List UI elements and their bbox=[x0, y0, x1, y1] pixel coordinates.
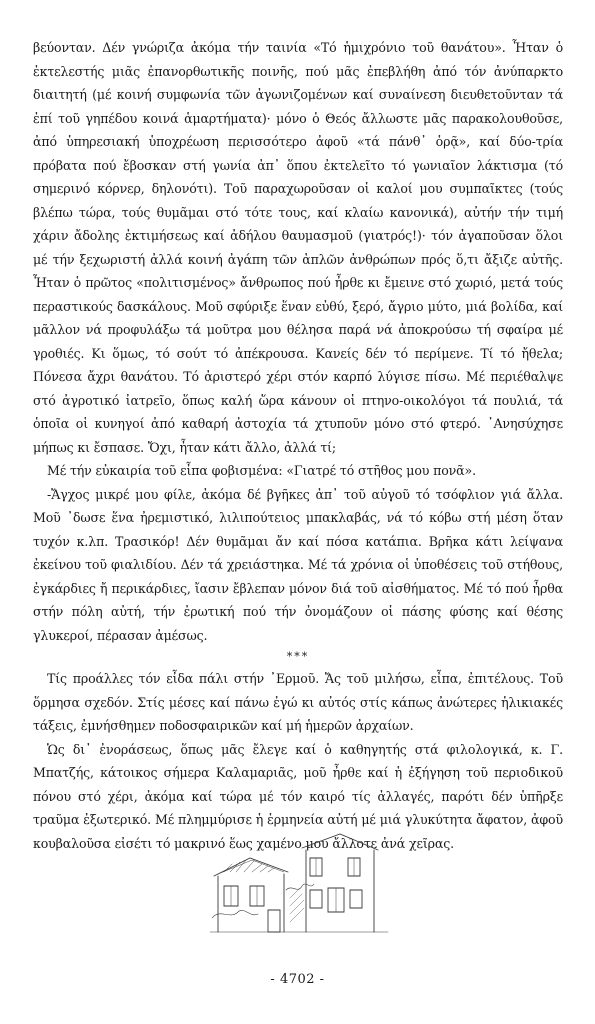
paragraph-2: Μέ τήν εὐκαιρία τοῦ εἶπα φοβισμένα: «Γιατρέ τό στῆθος μου πονᾶ». bbox=[47, 463, 476, 478]
house-sketch-illustration bbox=[210, 828, 390, 938]
paragraph-5: Ὡς δι᾿ ἐνοράσεως, ὅπως μᾶς ἔλεγε καί ὁ καθηγητής στά φιλολογικά, κ. Γ. Μπατζής, κάτοικος σήμερα Καλαμαριᾶς, μοῦ ἦρθε καί ἡ ἐξήγηση τοῦ περιοδικοῦ πόνου στό χέρι, ἀκόμα καί τώρα μέ τόν καιρό τίς ἀλλαγές, παρότι δέν ὑπῆρξε τραῦμα ἐξωτερικό. Μέ πλημμύρισε ἡ ἑρμηνεία αὐτή μέ μιά γλυκύτητα ἄφατον, ἀφοῦ κουβαλοῦσα εἰσέτι τό μακρινό ἕως χαμένο μου ἄλλοτε ἀνά χεῖρας. bbox=[33, 741, 563, 851]
page-number: - 4702 - bbox=[270, 972, 325, 987]
section-separator: *** bbox=[286, 650, 310, 663]
paragraph-4: Τίς προάλλες τόν εἶδα πάλι στήν ᾿Ερμοῦ. Ἄς τοῦ μιλήσω, εἶπα, ἐπιτέλους. Τοῦ ὅρμησα σχεδόν. Στίς μέσες καί πάνω ἐγώ κι αὐτός στίς κάπως ἀνώτερες ἡλικιακές τάξεις, ἐμνήσθημεν ποδοσφαιρικῶν καί μή ἡμερῶν ἀρχαίων. bbox=[33, 671, 563, 733]
paragraph-1: βεύονταν. Δέν γνώριζα ἀκόμα τήν ταινία «Τό ἡμιχρόνιο τοῦ θανάτου». Ἦταν ὁ ἐκτελεστής μιᾶς ἐπανορθωτικῆς ποινῆς, πού μᾶς ἐπεβλήθη ἀπό τόν ἀνύπαρκτο διαιτητή (μέ κοινή συμφωνία τῶν ἀγωνιζομένων καί συναίνεση διευθετοῦνταν τά ἐπί τοῦ γηπέδου κοινά ἁμαρτήματα)· μόνο ὁ Θεός ἄλλωστε μᾶς παρακολουθοῦσε, ἀπό ὑπηρεσιακή ὑποχρέωση περισσότερο ἀφοῦ «τά πάνθ᾿ ὁρᾷ», καί δύο-τρία πρόβατα πού ἔβοσκαν στή γωνία ἀπ᾿ ὅπου ἐκτελεῖτο τό γωνιαῖον λάκτισμα (τό σημερινό κόρνερ, δηλονότι). Τοῦ παραχωροῦσαν οἱ καλοί μου συμπαῖκτες (τούς βλέπω τώρα, τούς θυμᾶμαι στό τότε τους, καί κλαίω κανονικά), αὐτήν τήν τιμή χάριν ἄδολης ἐκτιμήσεως καί ἀδήλου θαυμασμοῦ (γιατρός!)· τόν ἀγαποῦσαν ὅλοι μέ τήν ξεχωριστή ἀλλά κοινή ἀγάπη τῶν ἁπλῶν ἀνθρώπων πρός ὅ,τι ἄξιζε αὐτῆς. Ἦταν ὁ πρῶτος «πολιτισμένος» ἄνθρωπος πού ἦρθε κι ἔμεινε στό χωριό, μετά τούς περαστικούς δασκάλους. Μοῦ σφύριξε ἕναν εὐθύ, ξερό, ἄγριο μύτο, μιά βολίδα, καί μᾶλλον νά προφυλάξω τά μοῦτρα μου θέλησα παρά νά ἀποκρούσω τή σφαίρα μέ γροθιές. Κι ὅμως, τό σούτ τό ἀπέκρουσα. Κανείς δέν τό περίμενε. Τί τό ἤθελα; Πόνεσα ἄχρι θανάτου. Τό ἀριστερό χέρι στόν καρπό λύγισε πίσω. Μέ περιέθαλψε στό ἀγροτικό ἰατρεῖο, ὅπως καλή ὥρα κάνουν οἱ πτηνο-οικολόγοι τά πουλιά, τά ὁποῖα οἱ κυνηγοί ἀπό καθαρή ἀστοχία τά χτυποῦν μόνο στό φτερό. ᾿Ανησύχησε μήπως κι ἔσπασε. Ὄχι, ἦταν κάτι ἄλλο, ἀλλά τί; bbox=[33, 40, 563, 455]
page-body bbox=[33, 36, 563, 855]
paragraph-3: -Ἄγχος μικρέ μου φίλε, ἀκόμα δέ βγῆκες ἀπ᾿ τοῦ αὐγοῦ τό τσόφλιον γιά ἄλλα. Μοῦ ᾿δωσε ἕνα ἠρεμιστικό, λιλιπούτειος μπακλαβάς, νά τό κόβω στή μέση ὅταν τυχόν κ.λπ. Τρασικόρ! Δέν θυμᾶμαι ἄν καί πόσα κατάπια. Βρῆκα κάτι λείψανα ἐκείνου τοῦ φιαλιδίου. Δέν τά χρειάστηκα. Μέ τά χρόνια οἱ ὑποθέσεις τοῦ στήθους, ἐγκάρδιες ἤ περικάρδιες, ἴασιν ἔβλεπαν μόνον διά τοῦ αἰσθήματος. Μέ τό πού ἦρθα στήν πόλη αὐτή, τήν ἐρωτική πού τήν ὀνομάζουν οἱ πάσης φύσης καί θέσης γλυκεροί, πέρασαν ἀμέσως. bbox=[33, 486, 563, 643]
